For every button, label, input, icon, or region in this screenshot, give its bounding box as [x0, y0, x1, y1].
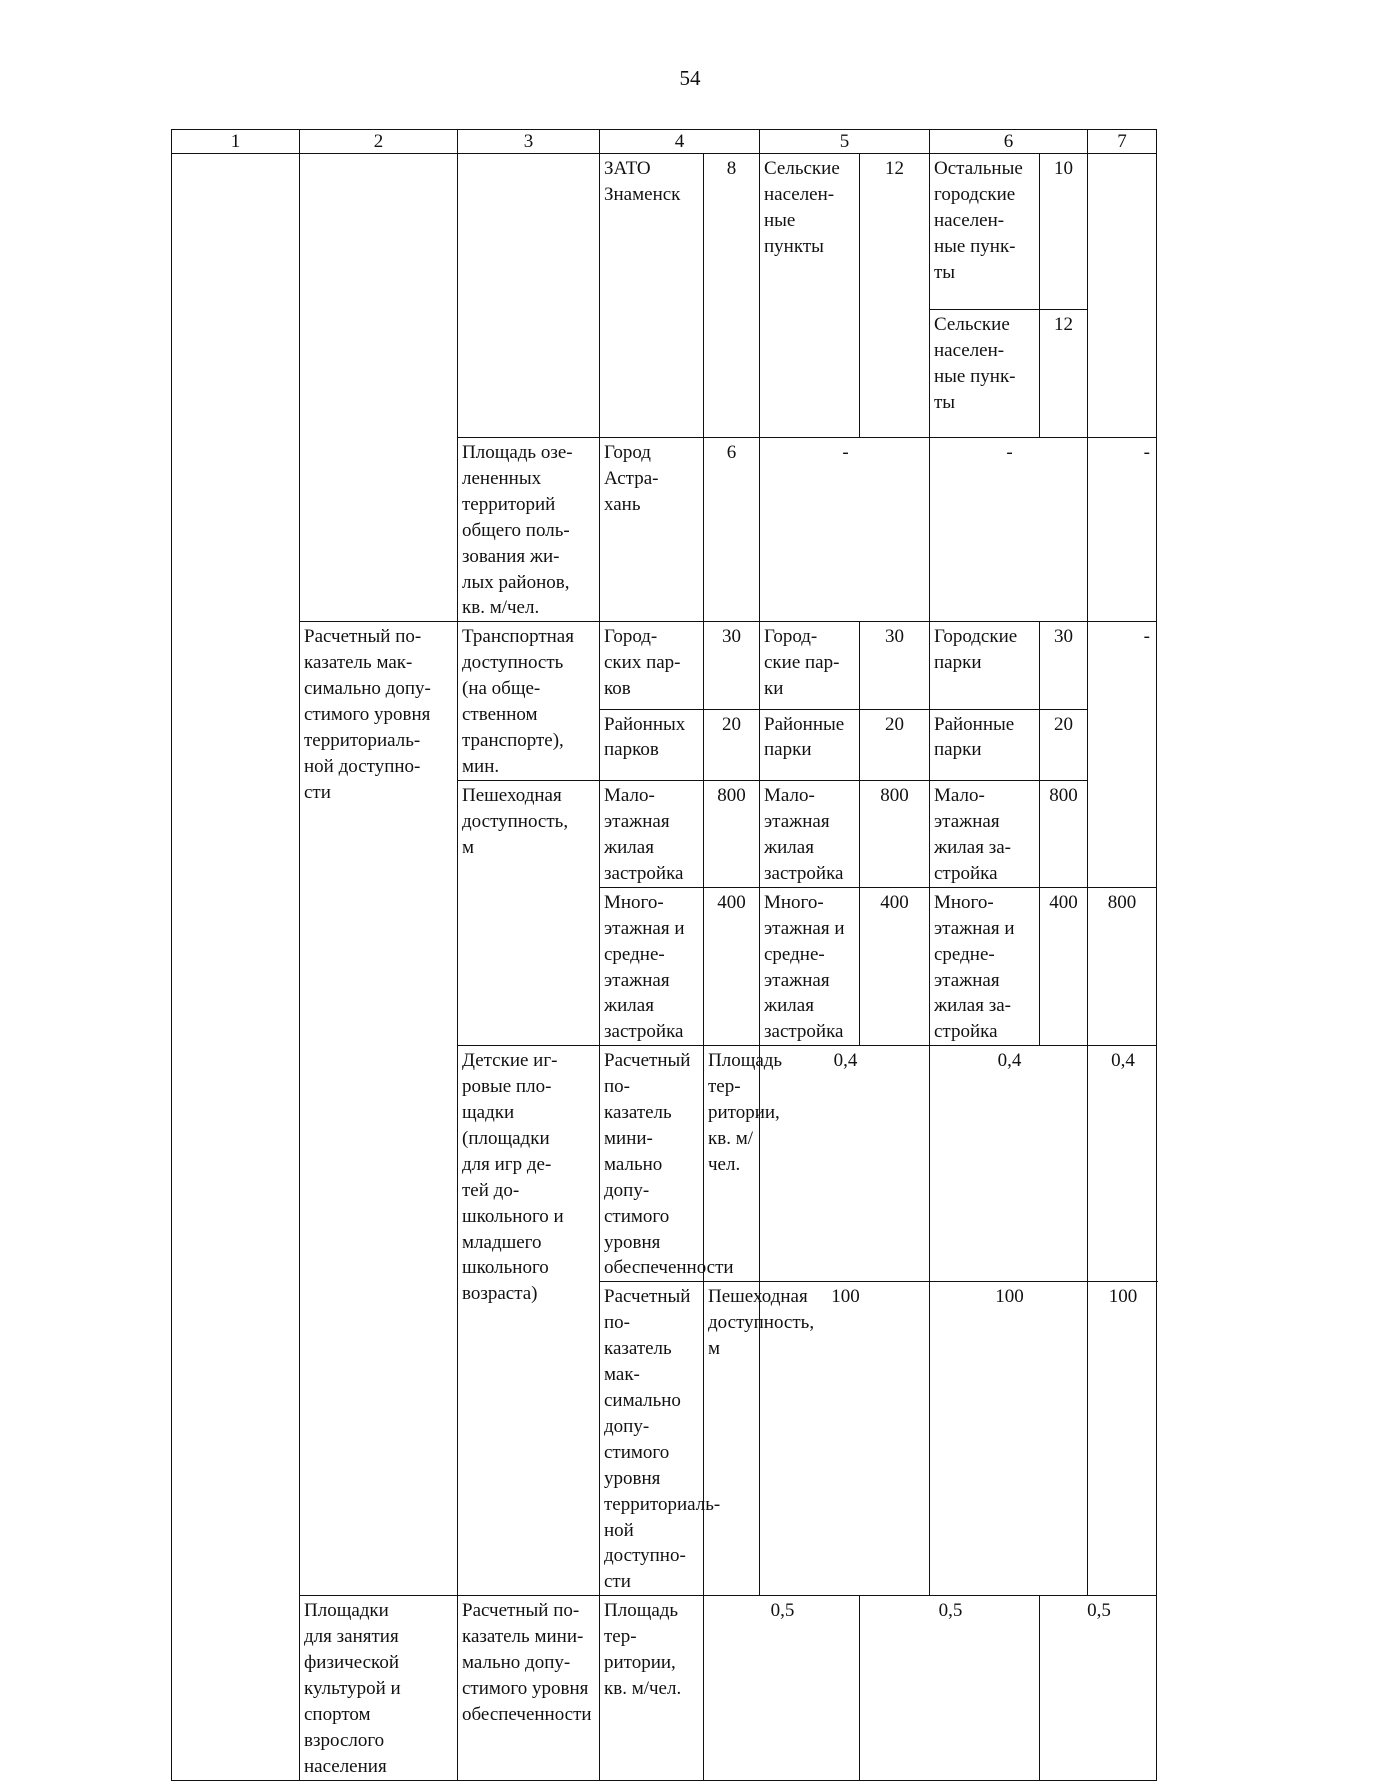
park-type: Районные парки — [760, 709, 860, 780]
indicator-type: Расчетный по- казатель мак- симально допу- стимого уровня территориаль- ной доступно- сти — [300, 622, 458, 1596]
table-cell-empty — [458, 154, 600, 438]
norm-value: - — [1088, 622, 1157, 887]
development-type: Мало- этажная жилая застройка — [600, 780, 704, 887]
indicator-type: Расчетный по- казатель мини- мально допу- стимого уровня обеспеченности — [600, 1046, 704, 1282]
header-cell: 4 — [600, 130, 760, 154]
park-type: Город- ских пар- ков — [600, 622, 704, 709]
norm-value: 800 — [860, 780, 930, 887]
norm-value: 0,4 — [760, 1046, 930, 1282]
norm-value: 12 — [1040, 310, 1088, 438]
norm-value: 0,4 — [930, 1046, 1088, 1282]
norm-value: 100 — [760, 1282, 930, 1596]
header-cell: 2 — [300, 130, 458, 154]
park-type: Районные парки — [930, 709, 1040, 780]
development-type: Мало- этажная жилая застройка — [760, 780, 860, 887]
norm-value: 30 — [704, 622, 760, 709]
development-type: Мало- этажная жилая за- стройка — [930, 780, 1040, 887]
header-cell: 3 — [458, 130, 600, 154]
norm-value: - — [930, 438, 1088, 622]
norm-value: 20 — [704, 709, 760, 780]
norm-value: 20 — [1040, 709, 1088, 780]
norm-value: 12 — [860, 154, 930, 438]
indicator-name: Пешеходная доступность, м — [458, 780, 600, 1045]
norm-value: 8 — [704, 154, 760, 438]
indicator-name: Пешеходная доступность, м — [704, 1282, 760, 1596]
park-type: Город- ские пар- ки — [760, 622, 860, 709]
norm-value: 30 — [1040, 622, 1088, 709]
norm-value: 800 — [704, 780, 760, 887]
settlement-name: Сельские населен- ные пункты — [760, 154, 860, 438]
page-number: 54 — [679, 66, 701, 90]
norm-value: 100 — [930, 1282, 1088, 1596]
park-type: Городские парки — [930, 622, 1040, 709]
header-cell: 6 — [930, 130, 1088, 154]
indicator-name: Площадь тер- ритории, кв. м/чел. — [600, 1596, 704, 1781]
header-cell: 5 — [760, 130, 930, 154]
norm-value: 100 — [1088, 1282, 1157, 1596]
development-type: Много- этажная и средне- этажная жилая за- стройка — [930, 887, 1040, 1045]
indicator-type: Расчетный по- казатель мини- мально допу- стимого уровня обеспеченности — [458, 1596, 600, 1781]
norm-value: 800 — [1040, 780, 1088, 887]
facility-name: Детские иг- ровые пло- щадки (площадки для игр де- тей до- школьного и младшего школьного возраста) — [458, 1046, 600, 1596]
norm-value: - — [760, 438, 930, 622]
settlement-name: Город Астра- хань — [600, 438, 704, 622]
norm-value: 6 — [704, 438, 760, 622]
norm-value: 0,5 — [704, 1596, 860, 1781]
norm-value: 400 — [704, 887, 760, 1045]
norm-value: 10 — [1040, 154, 1088, 310]
norm-value: 0,4 — [1088, 1046, 1157, 1282]
norms-table — [171, 129, 1157, 1781]
header-cell: 7 — [1088, 130, 1157, 154]
norm-value: 800 — [1088, 887, 1157, 1045]
norm-value: 400 — [860, 887, 930, 1045]
norm-value: 0,5 — [860, 1596, 1040, 1781]
table-cell-empty — [172, 154, 300, 1781]
table-cell-empty — [1088, 154, 1157, 438]
indicator-name: Транспортная доступность (на обще- ственном транспорте), мин. — [458, 622, 600, 780]
norm-value: 20 — [860, 709, 930, 780]
table-row — [172, 622, 1157, 709]
settlement-name: Сельские населен- ные пунк- ты — [930, 310, 1040, 438]
norm-value: - — [1088, 438, 1157, 622]
table-row — [172, 154, 1157, 310]
table-cell-empty — [300, 154, 458, 622]
table-row — [172, 1596, 1157, 1781]
header-row — [172, 130, 1157, 154]
park-type: Районных парков — [600, 709, 704, 780]
norm-value: 0,5 — [1040, 1596, 1157, 1781]
indicator-type: Расчетный по- казатель мак- симально допу- стимого уровня территориаль- ной доступно- сти — [600, 1282, 704, 1596]
facility-name: Площадки для занятия физической культурой и спортом взрослого населения — [300, 1596, 458, 1781]
development-type: Много- этажная и средне- этажная жилая застройка — [760, 887, 860, 1045]
norm-value: 30 — [860, 622, 930, 709]
norm-value: 400 — [1040, 887, 1088, 1045]
header-cell: 1 — [172, 130, 300, 154]
indicator-name: Площадь тер- ритории, кв. м/чел. — [704, 1046, 760, 1282]
development-type: Много- этажная и средне- этажная жилая застройка — [600, 887, 704, 1045]
indicator-name: Площадь озе- лененных территорий общего поль- зования жи- лых районов, кв. м/чел. — [458, 438, 600, 622]
settlement-name: Остальные городские населен- ные пунк- ты — [930, 154, 1040, 310]
settlement-name: ЗАТО Знаменск — [600, 154, 704, 438]
